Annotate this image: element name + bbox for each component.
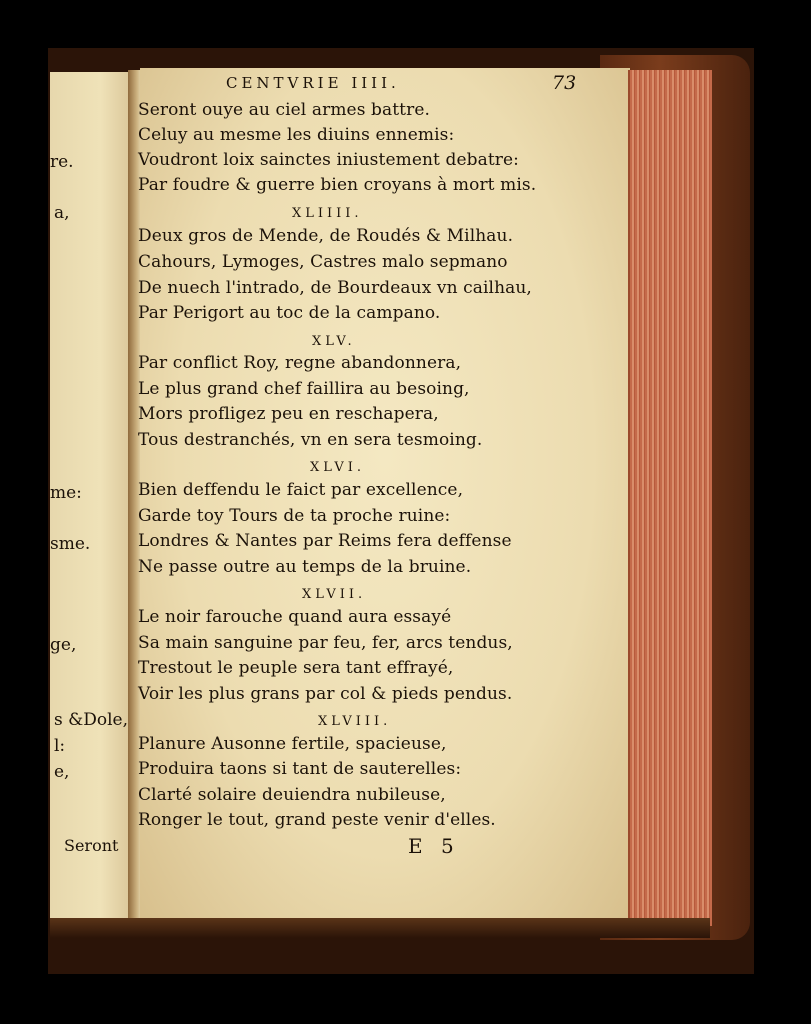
left-fragment: a, (54, 203, 70, 223)
quatrain-number: XLV. (312, 334, 356, 349)
verse-line: Bien deffendu le faict par excellence, (138, 480, 464, 500)
verse-line: Par Perigort au toc de la campano. (138, 303, 441, 323)
verse-line: Mors profligez peu en reschapera, (138, 404, 439, 424)
verse-line: Seront ouye au ciel armes battre. (138, 100, 430, 120)
verse-line: Ronger le tout, grand peste venir d'elles. (138, 810, 496, 830)
verse-line: Deux gros de Mende, de Roudés & Milhau. (138, 226, 514, 246)
left-fragment: l: (54, 736, 66, 756)
verse-line: Produira taons si tant de sauterelles: (138, 759, 462, 779)
printer-signature: E 5 (408, 834, 460, 858)
page-header: CENTVRIE IIII. (226, 74, 400, 92)
quatrain-number: XLVIII. (318, 714, 392, 729)
verse-line: Garde toy Tours de ta proche ruine: (138, 506, 451, 526)
verse-line: Par foudre & guerre bien croyans à mort mis. (138, 175, 537, 195)
verse-line: Ne passe outre au temps de la bruine. (138, 557, 472, 577)
catchword: Seront (64, 836, 119, 855)
left-fragment: sme. (50, 534, 91, 554)
verse-line: Londres & Nantes par Reims fera deffense (138, 531, 512, 551)
verse-line: Tous destranchés, vn en sera tesmoing. (138, 430, 483, 450)
verse-line: Trestout le peuple sera tant effrayé, (138, 658, 454, 678)
verse-line: Clarté solaire deuiendra nubileuse, (138, 785, 446, 805)
verse-line: Le plus grand chef faillira au besoing, (138, 379, 470, 399)
left-fragment: re. (50, 152, 74, 172)
left-fragment: e, (54, 762, 70, 782)
quatrain-number: XLVI. (310, 460, 366, 475)
page-edges (628, 70, 712, 926)
book-bottom-edge (50, 918, 710, 938)
verse-line: Cahours, Lymoges, Castres malo sepmano (138, 252, 508, 272)
left-fragment: s &Dole, (54, 710, 129, 730)
verse-line: Le noir farouche quand aura essayé (138, 607, 452, 627)
verse-line: Par conflict Roy, regne abandonnera, (138, 353, 462, 373)
quatrain-number: XLVII. (302, 587, 367, 602)
verse-line: Sa main sanguine par feu, fer, arcs tendus, (138, 633, 513, 653)
left-fragment: ge, (50, 635, 77, 655)
left-fragment: me: (50, 483, 82, 503)
verse-line: Voudront loix sainctes iniustement debatre: (138, 150, 519, 170)
verse-line: Planure Ausonne fertile, spacieuse, (138, 734, 447, 754)
quatrain-number: XLIIII. (292, 206, 363, 221)
page-number: 73 (552, 72, 577, 94)
verse-line: Celuy au mesme les diuins ennemis: (138, 125, 455, 145)
verse-line: Voir les plus grans par col & pieds pendus. (138, 684, 513, 704)
verse-line: De nuech l'intrado, de Bourdeaux vn cailhau, (138, 278, 532, 298)
